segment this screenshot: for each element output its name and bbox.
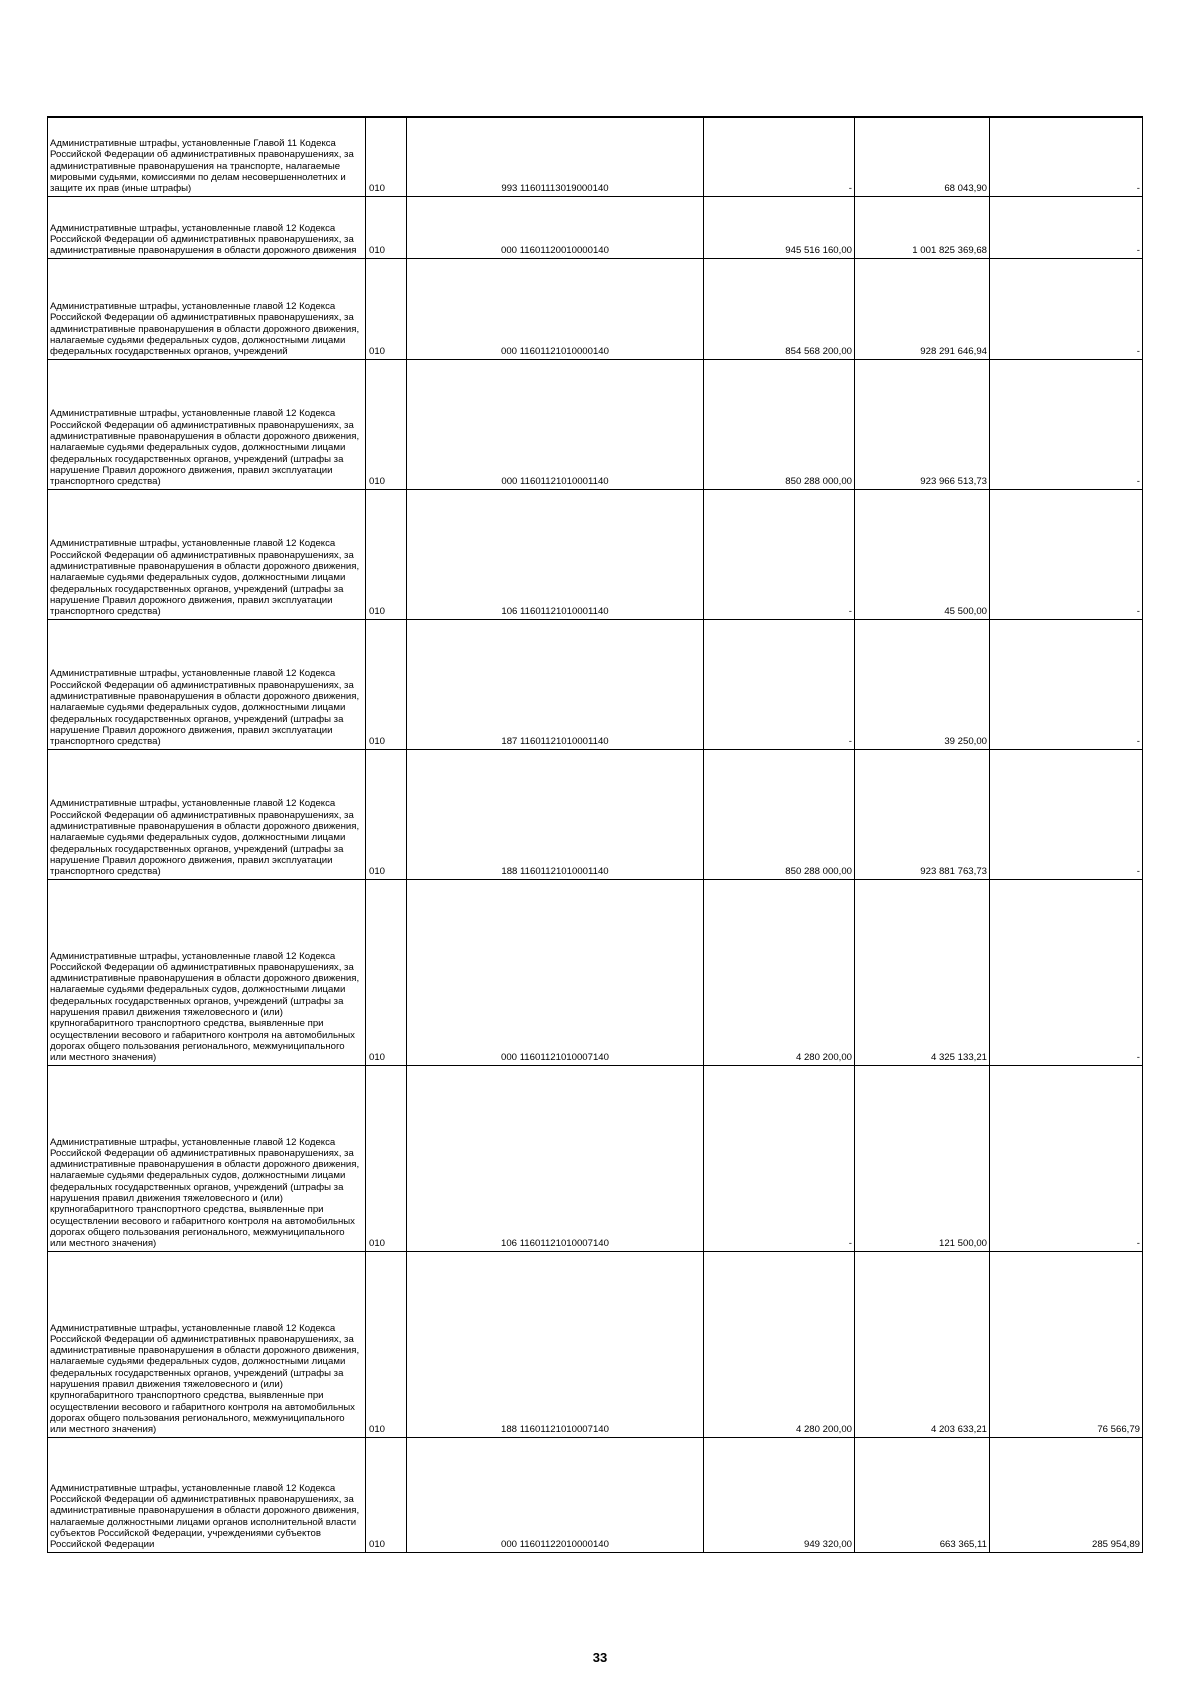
table-row [48,1065,1143,1251]
row-code-cell: 010 [366,117,407,196]
row-code-cell: 010 [366,619,407,749]
row-code-cell: 010 [366,1065,407,1251]
row-unexecuted-cell: - [990,258,1143,359]
table-row [48,619,1143,749]
row-name-cell: Административные штрафы, установленные главой 12 Кодекса Российской Федерации об административных правонарушениях, за административные правонарушения в области дорожного движения, налагаемые судьями федеральных судов, должностными лицами федеральных государственных органов, учреждений [48,258,366,359]
row-executed-cell: 923 966 513,73 [855,359,990,489]
row-kbk-cell: 000 11601122010000140 [407,1437,704,1552]
row-executed-cell: 928 291 646,94 [855,258,990,359]
table-row [48,489,1143,619]
row-executed-cell: 663 365,11 [855,1437,990,1552]
row-unexecuted-cell: - [990,1065,1143,1251]
row-name-cell: Административные штрафы, установленные главой 12 Кодекса Российской Федерации об административных правонарушениях, за административные правонарушения в области дорожного движения, налагаемые судьями федеральных судов, должностными лицами федеральных государственных органов, учреждений (штрафы за нарушения правил движения тяжеловесного и (или) крупногабаритного транспортного средства, выявленные при осуществлении весового и габаритного контроля на автомобильных дорогах общего пользования регионального, межмуниципального или местного значения) [48,1065,366,1251]
row-kbk-cell: 106 11601121010001140 [407,489,704,619]
row-unexecuted-cell: 76 566,79 [990,1251,1143,1437]
row-kbk-cell: 187 11601121010001140 [407,619,704,749]
table-row [48,359,1143,489]
row-executed-cell: 4 203 633,21 [855,1251,990,1437]
row-approved-cell: 4 280 200,00 [704,1251,855,1437]
row-code-cell: 010 [366,1437,407,1552]
table-row [48,258,1143,359]
table-row [48,1437,1143,1552]
row-executed-cell: 121 500,00 [855,1065,990,1251]
row-kbk-cell: 188 11601121010001140 [407,749,704,879]
row-approved-cell: - [704,117,855,196]
row-unexecuted-cell: - [990,879,1143,1065]
row-approved-cell: 945 516 160,00 [704,196,855,258]
table-row [48,879,1143,1065]
row-name-cell: Административные штрафы, установленные главой 12 Кодекса Российской Федерации об административных правонарушениях, за административные правонарушения в области дорожного движения, налагаемые судьями федеральных судов, должностными лицами федеральных государственных органов, учреждений (штрафы за нарушения правил движения тяжеловесного и (или) крупногабаритного транспортного средства, выявленные при осуществлении весового и габаритного контроля на автомобильных дорогах общего пользования регионального, межмуниципального или местного значения) [48,1251,366,1437]
row-code-cell: 010 [366,879,407,1065]
row-unexecuted-cell: - [990,359,1143,489]
row-unexecuted-cell: 285 954,89 [990,1437,1143,1552]
table-row [48,1251,1143,1437]
row-code-cell: 010 [366,749,407,879]
row-unexecuted-cell: - [990,749,1143,879]
row-kbk-cell: 188 11601121010007140 [407,1251,704,1437]
row-code-cell: 010 [366,489,407,619]
table-row [48,117,1143,196]
row-code-cell: 010 [366,196,407,258]
row-approved-cell: - [704,489,855,619]
row-approved-cell: - [704,1065,855,1251]
row-code-cell: 010 [366,359,407,489]
row-name-cell: Административные штрафы, установленные главой 12 Кодекса Российской Федерации об административных правонарушениях, за административные правонарушения в области дорожного движения, налагаемые должностными лицами органов исполнительной власти субъектов Российской Федерации, учреждениями субъектов Российской Федерации [48,1437,366,1552]
row-approved-cell: 854 568 200,00 [704,258,855,359]
table-row [48,749,1143,879]
row-name-cell: Административные штрафы, установленные главой 12 Кодекса Российской Федерации об административных правонарушениях, за административные правонарушения в области дорожного движения [48,196,366,258]
row-unexecuted-cell: - [990,196,1143,258]
row-executed-cell: 68 043,90 [855,117,990,196]
row-executed-cell: 45 500,00 [855,489,990,619]
row-name-cell: Административные штрафы, установленные главой 12 Кодекса Российской Федерации об административных правонарушениях, за административные правонарушения в области дорожного движения, налагаемые судьями федеральных судов, должностными лицами федеральных государственных органов, учреждений (штрафы за нарушение Правил дорожного движения, правил эксплуатации транспортного средства) [48,489,366,619]
row-name-cell: Административные штрафы, установленные Главой 11 Кодекса Российской Федерации об административных правонарушениях, за административные правонарушения на транспорте, налагаемые мировыми судьями, комиссиями по делам несовершеннолетних и защите их прав (иные штрафы) [48,117,366,196]
row-approved-cell: 850 288 000,00 [704,749,855,879]
row-kbk-cell: 000 11601121010001140 [407,359,704,489]
row-approved-cell: - [704,619,855,749]
row-approved-cell: 949 320,00 [704,1437,855,1552]
row-kbk-cell: 000 11601121010000140 [407,258,704,359]
row-executed-cell: 4 325 133,21 [855,879,990,1065]
table-row [48,196,1143,258]
row-kbk-cell: 000 11601121010007140 [407,879,704,1065]
row-unexecuted-cell: - [990,489,1143,619]
row-unexecuted-cell: - [990,117,1143,196]
row-kbk-cell: 000 11601120010000140 [407,196,704,258]
row-code-cell: 010 [366,258,407,359]
row-code-cell: 010 [366,1251,407,1437]
row-executed-cell: 39 250,00 [855,619,990,749]
row-kbk-cell: 993 11601113019000140 [407,117,704,196]
row-approved-cell: 4 280 200,00 [704,879,855,1065]
row-name-cell: Административные штрафы, установленные главой 12 Кодекса Российской Федерации об административных правонарушениях, за административные правонарушения в области дорожного движения, налагаемые судьями федеральных судов, должностными лицами федеральных государственных органов, учреждений (штрафы за нарушение Правил дорожного движения, правил эксплуатации транспортного средства) [48,619,366,749]
row-approved-cell: 850 288 000,00 [704,359,855,489]
row-kbk-cell: 106 11601121010007140 [407,1065,704,1251]
table-body [48,117,1143,1552]
row-unexecuted-cell: - [990,619,1143,749]
page-number: 33 [592,1650,608,1665]
row-name-cell: Административные штрафы, установленные главой 12 Кодекса Российской Федерации об административных правонарушениях, за административные правонарушения в области дорожного движения, налагаемые судьями федеральных судов, должностными лицами федеральных государственных органов, учреждений (штрафы за нарушение Правил дорожного движения, правил эксплуатации транспортного средства) [48,359,366,489]
row-name-cell: Административные штрафы, установленные главой 12 Кодекса Российской Федерации об административных правонарушениях, за административные правонарушения в области дорожного движения, налагаемые судьями федеральных судов, должностными лицами федеральных государственных органов, учреждений (штрафы за нарушения правил движения тяжеловесного и (или) крупногабаритного транспортного средства, выявленные при осуществлении весового и габаритного контроля на автомобильных дорогах общего пользования регионального, межмуниципального или местного значения) [48,879,366,1065]
row-executed-cell: 1 001 825 369,68 [855,196,990,258]
row-name-cell: Административные штрафы, установленные главой 12 Кодекса Российской Федерации об административных правонарушениях, за административные правонарушения в области дорожного движения, налагаемые судьями федеральных судов, должностными лицами федеральных государственных органов, учреждений (штрафы за нарушение Правил дорожного движения, правил эксплуатации транспортного средства) [48,749,366,879]
revenue-table [47,116,1143,1553]
row-executed-cell: 923 881 763,73 [855,749,990,879]
